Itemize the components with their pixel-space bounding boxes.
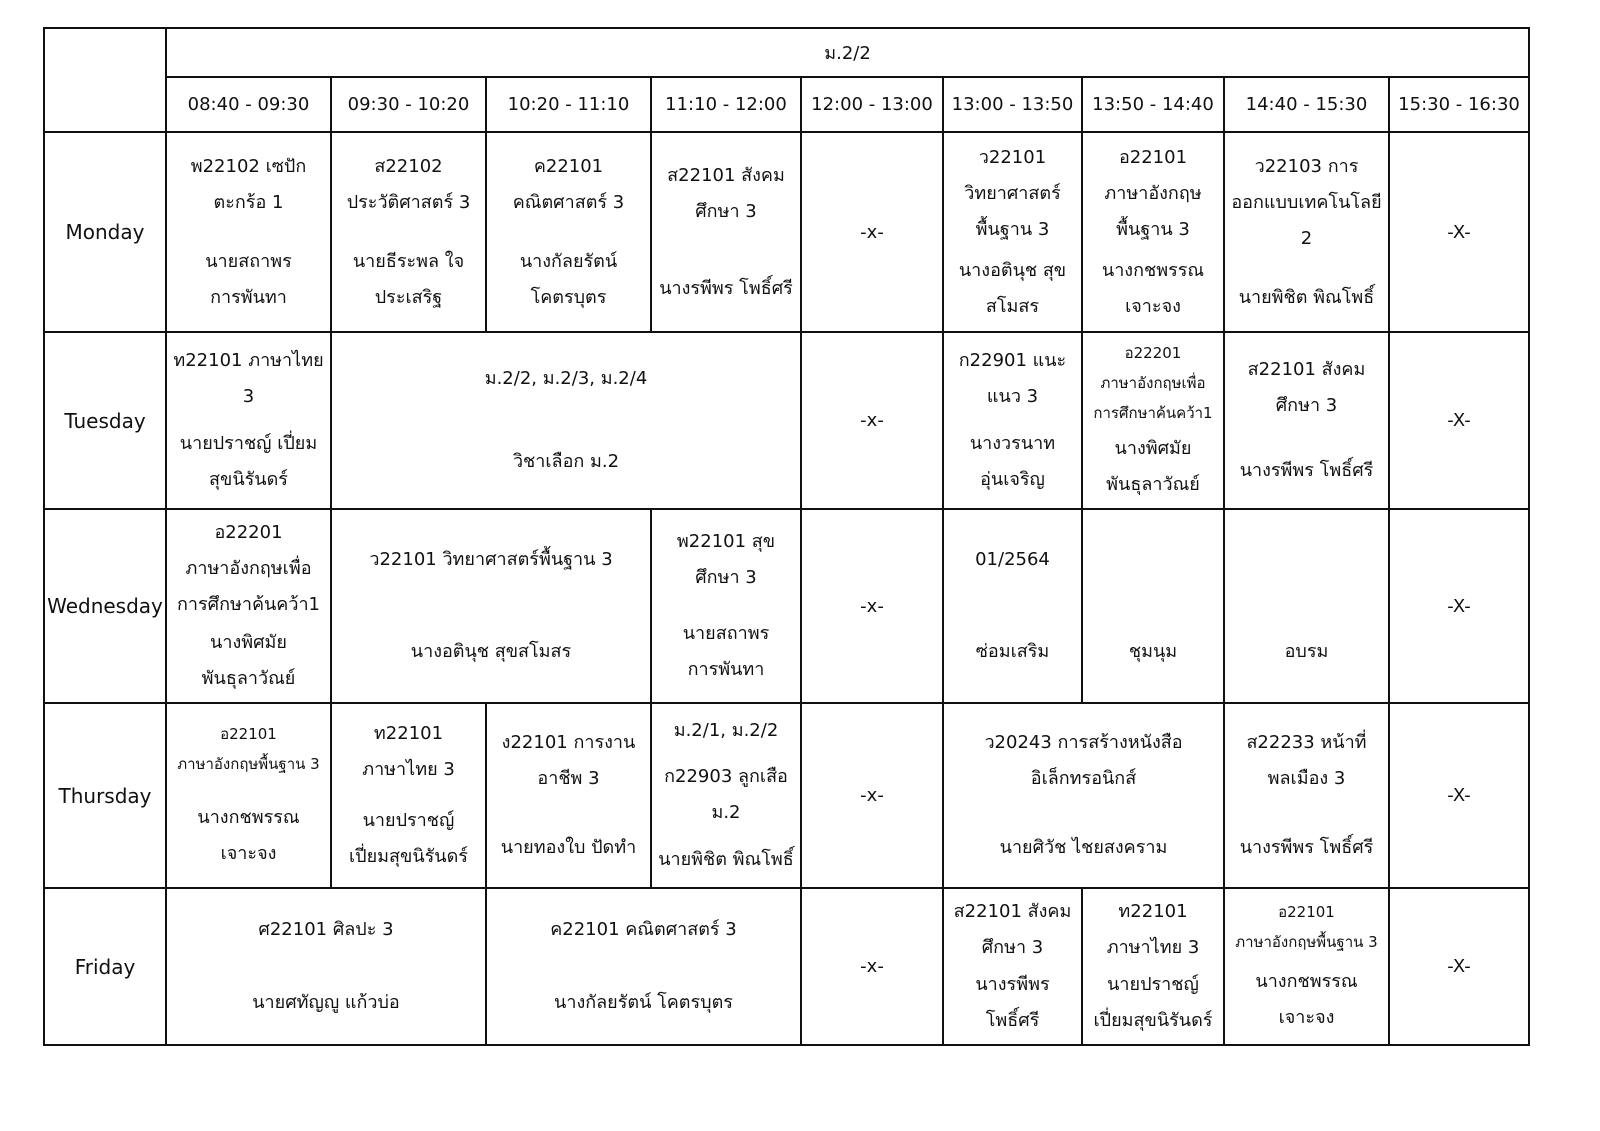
teacher: นายพิชิต พิณโพธิ์ bbox=[1238, 286, 1375, 308]
subject: พ22102 เซปัก ตะกร้อ 1 bbox=[190, 155, 307, 213]
subject: ส22101 สังคม ศึกษา 3 bbox=[953, 900, 1072, 958]
period-cell bbox=[486, 888, 801, 1045]
period-cell bbox=[166, 888, 486, 1045]
day-friday: Friday bbox=[44, 888, 166, 1045]
period-cell bbox=[1224, 703, 1389, 888]
period-cell bbox=[651, 509, 801, 703]
period-cell bbox=[943, 509, 1082, 703]
teacher: นางรพีพร โพธิ์ศรี bbox=[1239, 460, 1374, 482]
time-header: 09:30 - 10:20 bbox=[331, 77, 486, 132]
teacher: นายศิวัช ไชยสงคราม bbox=[999, 837, 1168, 859]
subject: อ22201 ภาษาอังกฤษเพื่อ การศึกษาค้นคว้า1 bbox=[1093, 344, 1213, 423]
corner-cell bbox=[44, 28, 166, 132]
subject: ส22101 สังคม ศึกษา 3 bbox=[667, 164, 785, 222]
time-header: 13:00 - 13:50 bbox=[943, 77, 1082, 132]
period-cell bbox=[331, 703, 486, 888]
classes: ม.2/1, ม.2/2 bbox=[673, 720, 779, 742]
time-header: 14:40 - 15:30 bbox=[1224, 77, 1389, 132]
lunch-cell: -x- bbox=[801, 132, 943, 332]
period-cell bbox=[1082, 888, 1224, 1045]
period-cell bbox=[651, 703, 801, 888]
subject: ท22101 ภาษาไทย 3 bbox=[173, 349, 324, 407]
lunch-cell: -x- bbox=[801, 703, 943, 888]
time-header: 15:30 - 16:30 bbox=[1389, 77, 1529, 132]
lunch-cell: -x- bbox=[801, 509, 943, 703]
teacher: นายศทัญญู แก้วบ่อ bbox=[252, 992, 400, 1014]
activity: อบรม bbox=[1284, 641, 1329, 662]
end-cell: -X- bbox=[1389, 132, 1529, 332]
day-wednesday: Wednesday bbox=[44, 509, 166, 703]
teacher: นางอตินุช สุขสโมสร bbox=[410, 641, 572, 662]
time-header: 08:40 - 09:30 bbox=[166, 77, 331, 132]
period-cell bbox=[1082, 509, 1224, 703]
lunch-cell: -x- bbox=[801, 888, 943, 1045]
teacher: นายธีระพล ใจ ประเสริฐ bbox=[352, 250, 465, 308]
time-header: 12:00 - 13:00 bbox=[801, 77, 943, 132]
period-cell bbox=[166, 332, 331, 509]
subject: ก22901 แนะ แนว 3 bbox=[958, 349, 1067, 407]
subject: ส22233 หน้าที่ พลเมือง 3 bbox=[1246, 731, 1367, 789]
end-cell: -X- bbox=[1389, 509, 1529, 703]
teacher: นางอตินุช สุข สโมสร bbox=[958, 259, 1067, 317]
teacher: นายปราชญ์ เปี่ยมสุขนิรันดร์ bbox=[349, 810, 468, 868]
teacher: นายทองใบ ปัดทำ bbox=[500, 837, 637, 859]
subject: อ22101 ภาษาอังกฤษพื้นฐาน 3 bbox=[1235, 902, 1378, 951]
activity: ซ่อมเสริม bbox=[975, 641, 1050, 662]
period-cell bbox=[1082, 132, 1224, 332]
end-cell: -X- bbox=[1389, 703, 1529, 888]
period-cell bbox=[1082, 332, 1224, 509]
period-cell bbox=[486, 703, 651, 888]
period-cell bbox=[1224, 132, 1389, 332]
period-cell bbox=[943, 703, 1224, 888]
period-cell bbox=[166, 132, 331, 332]
subject: ว20243 การสร้างหนังสือ อิเล็กทรอนิกส์ bbox=[984, 731, 1183, 789]
period-cell bbox=[651, 132, 801, 332]
period-cell bbox=[1224, 509, 1389, 703]
class-title: ม.2/2 bbox=[166, 28, 1529, 77]
period-cell bbox=[331, 509, 651, 703]
subject: อ22101 ภาษาอังกฤษพื้นฐาน 3 bbox=[177, 724, 320, 773]
period-cell bbox=[486, 132, 651, 332]
elective-cell bbox=[331, 332, 801, 509]
teacher: นายปราชญ์ เปี่ยม สุขนิรันดร์ bbox=[179, 433, 318, 491]
subject: ศ22101 ศิลปะ 3 bbox=[258, 918, 394, 940]
teacher: นายปราชญ์ เปี่ยมสุขนิรันดร์ bbox=[1093, 974, 1213, 1032]
teacher: นางกชพรรณ เจาะจง bbox=[197, 807, 300, 865]
teacher: นางรพีพร โพธิ์ศรี bbox=[975, 974, 1050, 1032]
day-tuesday: Tuesday bbox=[44, 332, 166, 509]
subject: อ22101 ภาษาอังกฤษ พื้นฐาน 3 bbox=[1104, 146, 1202, 240]
teacher: นายสถาพร การพันทา bbox=[205, 250, 292, 308]
day-thursday: Thursday bbox=[44, 703, 166, 888]
teacher: นางพิศมัย พันธุลาวัณย์ bbox=[1106, 437, 1200, 495]
end-cell: -X- bbox=[1389, 332, 1529, 509]
teacher: นางรพีพร โพธิ์ศรี bbox=[659, 277, 793, 299]
time-header: 11:10 - 12:00 bbox=[651, 77, 801, 132]
teacher: นางรพีพร โพธิ์ศรี bbox=[1239, 837, 1374, 859]
subject: 01/2564 bbox=[975, 549, 1050, 570]
subject: ค22101 คณิตศาสตร์ 3 bbox=[550, 918, 737, 940]
subject: ค22101 คณิตศาสตร์ 3 bbox=[512, 155, 625, 213]
teacher: นางกชพรรณ เจาะจง bbox=[1101, 259, 1205, 317]
end-cell: -X- bbox=[1389, 888, 1529, 1045]
period-cell bbox=[943, 332, 1082, 509]
subject: ว22101 วิทยาศาสตร์พื้นฐาน 3 bbox=[369, 549, 613, 570]
subject: ท22101 ภาษาไทย 3 bbox=[1106, 900, 1200, 958]
period-cell bbox=[166, 703, 331, 888]
subject: พ22101 สุข ศึกษา 3 bbox=[676, 531, 776, 588]
subject: ส22102 ประวัติศาสตร์ 3 bbox=[346, 155, 471, 213]
lunch-cell: -x- bbox=[801, 332, 943, 509]
teacher: นางกชพรรณ เจาะจง bbox=[1255, 971, 1358, 1029]
period-cell bbox=[1224, 888, 1389, 1045]
time-header: 10:20 - 11:10 bbox=[486, 77, 651, 132]
teacher: นางวรนาท อุ่นเจริญ bbox=[969, 433, 1056, 491]
teacher: นางกัลยรัตน์ โคตรบุตร bbox=[554, 992, 733, 1014]
subject: ว22103 การ ออกแบบเทคโนโลยี 2 bbox=[1231, 155, 1382, 249]
elective-label: วิชาเลือก ม.2 bbox=[512, 451, 620, 473]
timetable bbox=[43, 27, 1530, 1046]
subject: ว22101 วิทยาศาสตร์ พื้นฐาน 3 bbox=[964, 146, 1061, 240]
subject: ง22101 การงาน อาชีพ 3 bbox=[501, 731, 636, 789]
subject: อ22201 ภาษาอังกฤษเพื่อ การศึกษาค้นคว้า1 bbox=[176, 522, 321, 615]
time-header: 13:50 - 14:40 bbox=[1082, 77, 1224, 132]
subject: ส22101 สังคม ศึกษา 3 bbox=[1247, 358, 1366, 416]
teacher: นายพิชิต พิณโพธิ์ bbox=[658, 848, 794, 870]
teacher: นางกัลยรัตน์ โคตรบุตร bbox=[519, 250, 618, 308]
subject: ก22903 ลูกเสือ ม.2 bbox=[664, 766, 788, 824]
period-cell bbox=[166, 509, 331, 703]
teacher: นางพิศมัย พันธุลาวัณย์ bbox=[201, 632, 296, 689]
teacher: นายสถาพร การพันทา bbox=[682, 623, 770, 680]
day-monday: Monday bbox=[44, 132, 166, 332]
period-cell bbox=[943, 888, 1082, 1045]
elective-classes: ม.2/2, ม.2/3, ม.2/4 bbox=[484, 367, 648, 389]
activity: ชุมนุม bbox=[1128, 641, 1178, 662]
subject: ท22101 ภาษาไทย 3 bbox=[362, 722, 455, 780]
period-cell bbox=[943, 132, 1082, 332]
period-cell bbox=[331, 132, 486, 332]
period-cell bbox=[1224, 332, 1389, 509]
